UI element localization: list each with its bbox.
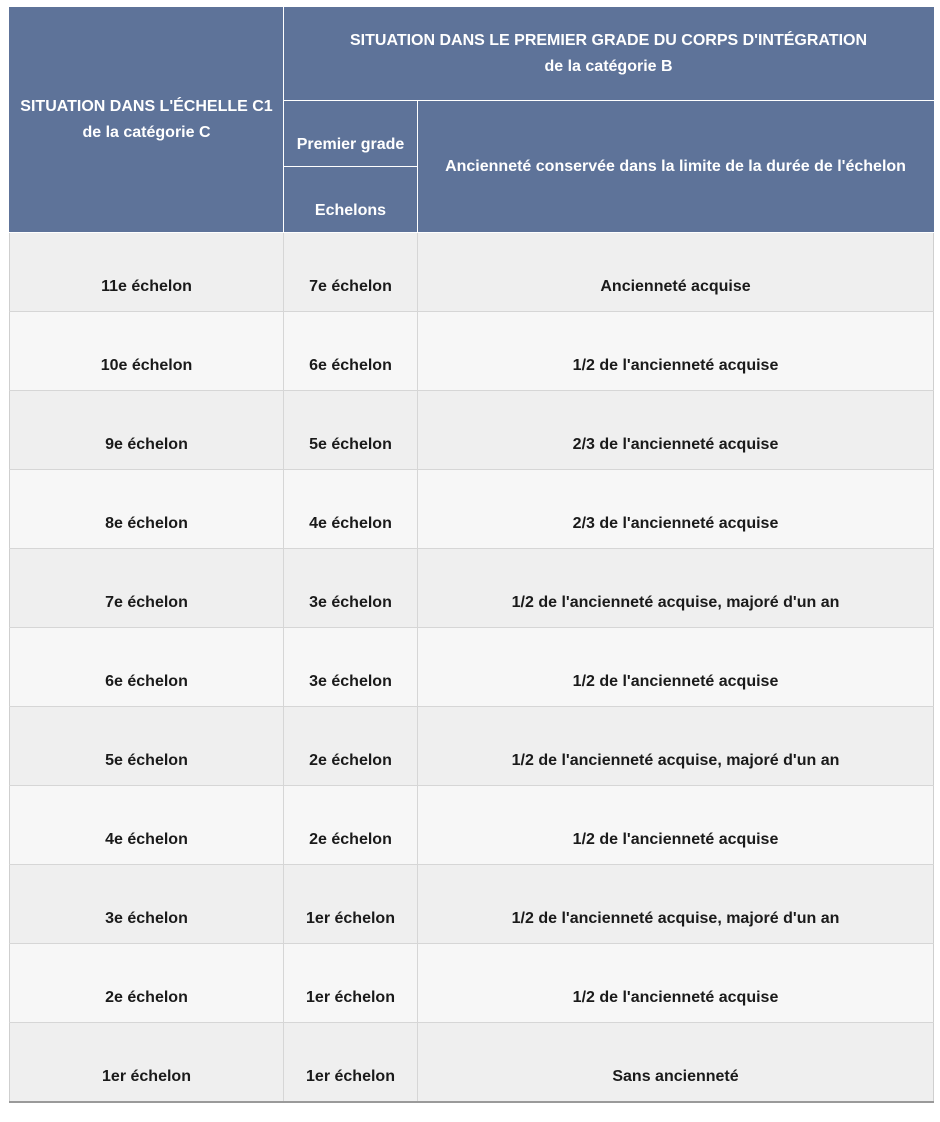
cell-echelon-categorie-b: 2e échelon (284, 786, 418, 865)
cell-echelon-categorie-b: 1er échelon (284, 1023, 418, 1102)
table-row (10, 549, 934, 628)
table-body (10, 233, 934, 1102)
cell-anciennete: 1/2 de l'ancienneté acquise (418, 786, 934, 865)
header-situation-categorie-b (284, 8, 934, 101)
header-anciennete: Ancienneté conservée dans la limite de la durée de l'échelon (418, 101, 934, 233)
cell-anciennete: 1/2 de l'ancienneté acquise (418, 312, 934, 391)
cell-echelon-categorie-b: 3e échelon (284, 628, 418, 707)
cell-echelle-c1: 2e échelon (10, 944, 284, 1023)
cell-echelon-categorie-b: 1er échelon (284, 865, 418, 944)
cell-anciennete: 1/2 de l'ancienneté acquise, majoré d'un an (418, 865, 934, 944)
cell-echelon-categorie-b: 2e échelon (284, 707, 418, 786)
cell-echelon-categorie-b: 7e échelon (284, 233, 418, 312)
header-situation-c1 (10, 8, 284, 233)
header-group-line2: de la catégorie B (544, 58, 673, 75)
header-echelons: Echelons (284, 167, 418, 233)
cell-echelon-categorie-b: 5e échelon (284, 391, 418, 470)
table-header (10, 8, 934, 233)
cell-anciennete: Ancienneté acquise (418, 233, 934, 312)
cell-anciennete: 2/3 de l'ancienneté acquise (418, 391, 934, 470)
cell-anciennete: Sans ancienneté (418, 1023, 934, 1102)
cell-anciennete: 1/2 de l'ancienneté acquise (418, 628, 934, 707)
cell-echelle-c1: 5e échelon (10, 707, 284, 786)
table-row (10, 391, 934, 470)
cell-echelon-categorie-b: 6e échelon (284, 312, 418, 391)
table-row (10, 233, 934, 312)
cell-echelle-c1: 10e échelon (10, 312, 284, 391)
cell-anciennete: 2/3 de l'ancienneté acquise (418, 470, 934, 549)
cell-echelon-categorie-b: 3e échelon (284, 549, 418, 628)
table-row (10, 786, 934, 865)
table-row (10, 1023, 934, 1102)
cell-echelle-c1: 1er échelon (10, 1023, 284, 1102)
cell-anciennete: 1/2 de l'ancienneté acquise, majoré d'un an (418, 549, 934, 628)
table-row (10, 312, 934, 391)
cell-echelon-categorie-b: 4e échelon (284, 470, 418, 549)
header-premier-grade: Premier grade (284, 101, 418, 167)
reclassement-table (9, 7, 934, 1103)
cell-echelle-c1: 4e échelon (10, 786, 284, 865)
cell-echelle-c1: 9e échelon (10, 391, 284, 470)
table-row (10, 470, 934, 549)
header-situation-c1-line1: SITUATION DANS L'ÉCHELLE C1 (20, 98, 273, 115)
header-group-line1: SITUATION DANS LE PREMIER GRADE DU CORPS D'INTÉGRATION (350, 32, 868, 49)
cell-echelle-c1: 3e échelon (10, 865, 284, 944)
cell-echelle-c1: 6e échelon (10, 628, 284, 707)
header-situation-c1-line2: de la catégorie C (82, 124, 211, 141)
cell-echelle-c1: 8e échelon (10, 470, 284, 549)
cell-echelle-c1: 11e échelon (10, 233, 284, 312)
cell-echelon-categorie-b: 1er échelon (284, 944, 418, 1023)
cell-anciennete: 1/2 de l'ancienneté acquise (418, 944, 934, 1023)
cell-anciennete: 1/2 de l'ancienneté acquise, majoré d'un an (418, 707, 934, 786)
table-row (10, 628, 934, 707)
table-row (10, 944, 934, 1023)
reclassement-table-container (9, 7, 933, 1103)
table-row (10, 865, 934, 944)
cell-echelle-c1: 7e échelon (10, 549, 284, 628)
table-row (10, 707, 934, 786)
